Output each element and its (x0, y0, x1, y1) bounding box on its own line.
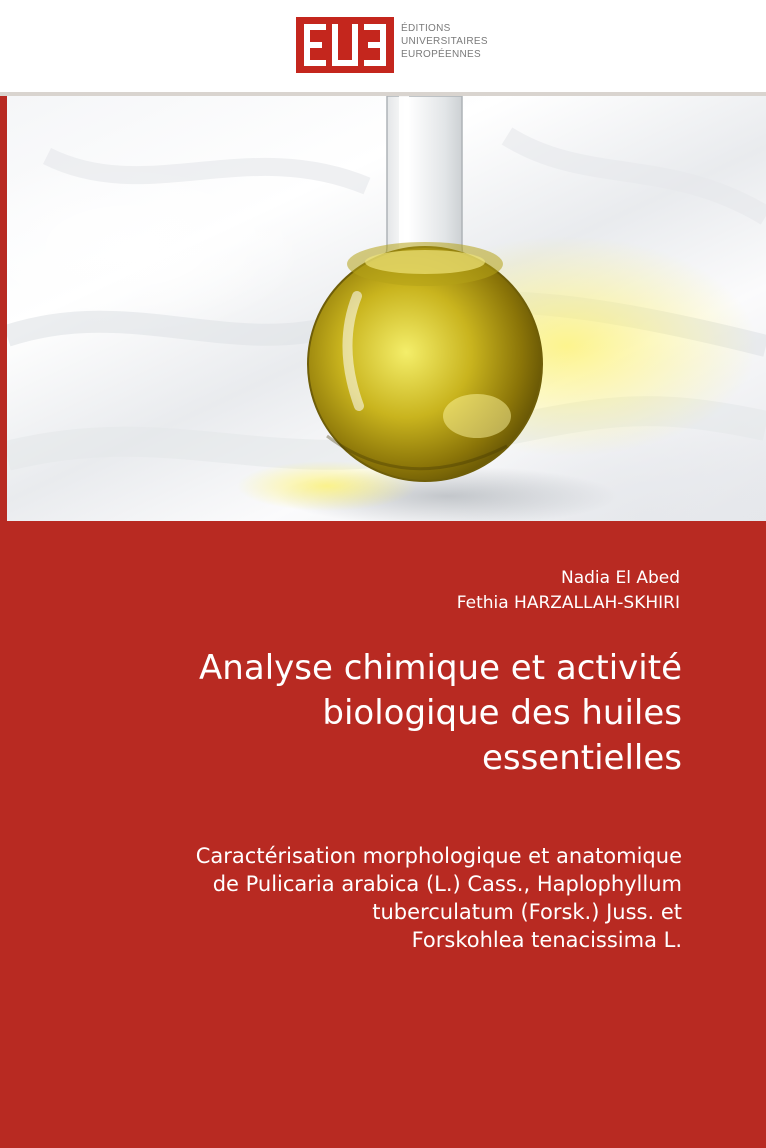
book-title-line: Analyse chimique et activité (199, 648, 682, 688)
eue-logo-icon (296, 17, 394, 73)
book-subtitle-line: Caractérisation morphologique et anatomique (195, 844, 682, 868)
publisher-name-line: EUROPÉENNES (401, 49, 481, 60)
book-subtitle-line: de Pulicaria arabica (L.) Cass., Haplophyllum (212, 872, 682, 896)
author-name: Fethia HARZALLAH-SKHIRI (456, 593, 680, 613)
book-title (22, 646, 682, 781)
book-title-line: biologique des huiles (322, 693, 682, 733)
book-subtitle (22, 842, 682, 954)
book-subtitle-line: Forskohlea tenacissima L. (411, 928, 682, 952)
author-list (457, 566, 680, 616)
publisher-name-line: ÉDITIONS (401, 23, 451, 34)
publisher-name-line: UNIVERSITAIRES (401, 36, 488, 47)
book-title-line: essentielles (481, 738, 682, 778)
cover-photo (7, 96, 766, 521)
cover-left-edge (0, 96, 7, 521)
publisher-name (401, 22, 531, 61)
round-bottom-flask-with-oil-icon (7, 96, 766, 521)
book-subtitle-line: tuberculatum (Forsk.) Juss. et (372, 900, 682, 924)
publisher-header (0, 0, 766, 96)
author-name: Nadia El Abed (560, 568, 680, 588)
